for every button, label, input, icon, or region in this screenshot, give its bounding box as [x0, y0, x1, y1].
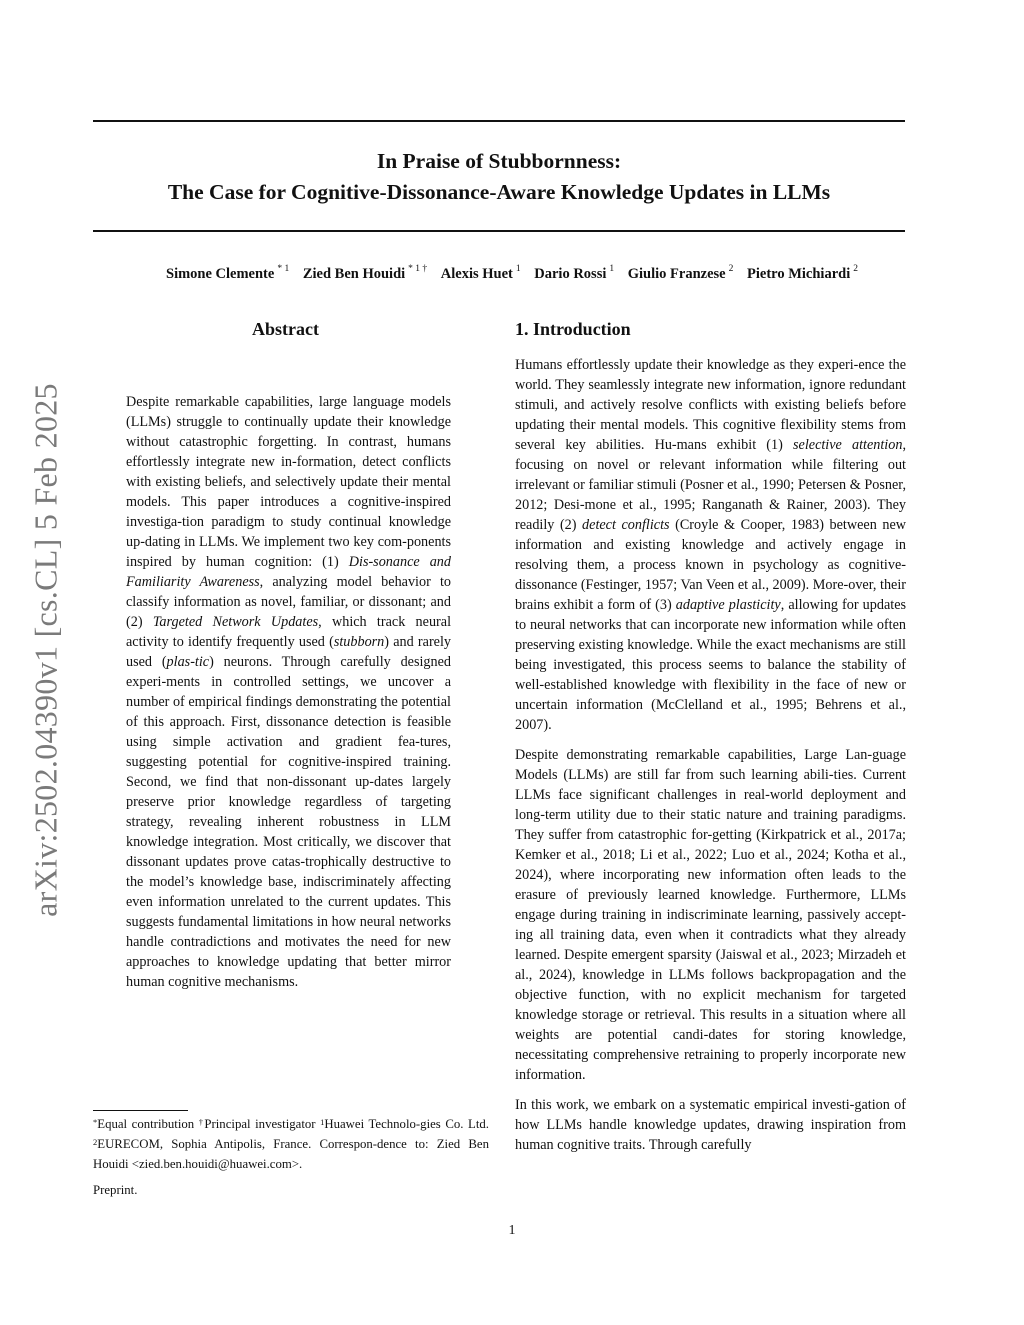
arxiv-identifier-stamp: arXiv:2502.04390v1 [cs.CL] 5 Feb 2025 — [27, 383, 64, 917]
introduction-paragraph-1: Humans effortlessly update their knowledge as they experi-ence the world. They seamlessly integrate new information, ignore redundant stimuli, and actively resolve conflicts with existing beliefs before updating their mental models. This cognitive flexibility stems from several key abilities. Hu-mans exhibit (1) selective attention, focusing on novel or relevant information while filtering out irrelevant or familiar stimuli (Posner et al., 1990; Petersen & Posner, 2012; Desi-mone et al., 1995; Ranganath & Rainer, 2003). They readily (2) detect conflicts (Croyle & Cooper, 1983) between new information and existing knowledge and actively engage in resolving them, a process known in psychology as cognitive-dissonance (Festinger, 1957; Van Veen et al., 2009). More-over, their brains exhibit a form of (3) adaptive plasticity, allowing for updates to neural networks that can incorporate new information while often preserving existing knowledge. While the exact mechanisms are still being investigated, this process seems to balance the stability of well-established knowledge with flexibility in the face of new or uncertain information (McClelland et al., 1995; Behrens et al., 2007). — [515, 357, 907, 733]
introduction-body — [515, 355, 906, 1155]
preprint-label: Preprint. — [93, 1183, 138, 1197]
author: Giulio Franzese $^2$ — [627, 264, 734, 282]
footnote: *Equal contribution †Principal investigator $^1$Huawei Technolo-gies Co. Ltd. $^2$EURECOM, Sophia Antipolis, France. Correspon-dence to: Zied Ben Houidi <zied.ben.houidi@huawei.com>. — [93, 1117, 489, 1171]
title-line-1: In Praise of Stubbornness: — [376, 149, 622, 173]
author: Simone Clemente $^{* 1}$ — [166, 264, 290, 282]
paper-title — [93, 146, 905, 208]
author: Zied Ben Houidi $^{* 1 \dagger}$ — [302, 264, 428, 282]
page-number: 1 — [508, 1223, 516, 1238]
introduction-heading: 1. Introduction — [515, 319, 631, 339]
abstract-heading: Abstract — [252, 319, 319, 339]
title-bottom-rule — [93, 230, 905, 232]
title-top-rule — [93, 120, 905, 122]
author: Alexis Huet $^1$ — [440, 264, 521, 282]
author: Pietro Michiardi $^2$ — [747, 264, 858, 282]
abstract-body — [126, 392, 451, 992]
footnote-rule — [93, 1110, 188, 1111]
title-line-2: The Case for Cognitive-Dissonance-Aware Knowledge Updates in LLMs — [167, 180, 831, 204]
abstract-paragraph: Despite remarkable capabilities, large language models (LLMs) struggle to continually update their knowledge without catastrophic forgetting. In contrast, humans effortlessly integrate new in-formation, detect conflicts with existing beliefs, and selectively update their mental models. This paper introduces a cognitive-inspired investiga-tion paradigm to study continual knowledge up-dating in LLMs. We implement two key com-ponents inspired by human cognition: (1) Dis-sonance and Familiarity Awareness, analyzing model behavior to classify information as novel, familiar, or dissonant; and (2) Targeted Network Updates, which track neural activity to identify frequently used (stubborn) and rarely used (plas-tic) neurons. Through carefully designed experi-ments in controlled settings, we uncover a number of empirical findings demonstrating the potential of this approach. First, dissonance detection is feasible using simple activation and gradient fea-tures, suggesting potential for cognitive-inspired training. Second, we find that non-dissonant up-dates largely preserve prior knowledge regardless of targeting strategy, revealing inherent robustness in LLM knowledge integration. Most critically, we discover that dissonant updates prove catas-trophically destructive to the model’s knowledge base, indiscriminately affecting even information unrelated to the current updates. This suggests fundamental limitations in how neural networks handle contradictions and motivates the need for new approaches to knowledge updating that better mirror human cognitive mechanisms. — [126, 394, 452, 990]
introduction-paragraph-3: In this work, we embark on a systematic empirical investi-gation of how LLMs handle knowledge updates, drawing inspiration from human cognitive traits. Through carefully — [515, 1097, 906, 1153]
author-list — [60, 266, 964, 283]
introduction-paragraph-2: Despite demonstrating remarkable capabilities, Large Lan-guage Models (LLMs) are still far from such learning abili-ties. Current LLMs face significant challenges in real-world deployment and long-term utility due to their static nature and training paradigms. They suffer from catastrophic for-getting (Kirkpatrick et al., 2017a; Kemker et al., 2018; Li et al., 2022; Luo et al., 2024; Kotha et al., 2024), where incorporating new information often leads to the erasure of previously learned knowledge. Furthermore, LLMs engage during training in indiscriminate learning, passively accept-ing all training data, even when it contradicts what they already learned. Despite emergent sparsity (Jaiswal et al., 2023; Mirzadeh et al., 2024), knowledge in LLMs follows backpropagation and the objective function, with no explicit mechanism for targeted knowledge storage or retrieval. This results in a situation where all weights are potential candi-dates for storing knowledge, necessitating comprehensive retraining to properly incorporate new information. — [515, 747, 906, 1083]
author: Dario Rossi $^1$ — [534, 264, 615, 282]
